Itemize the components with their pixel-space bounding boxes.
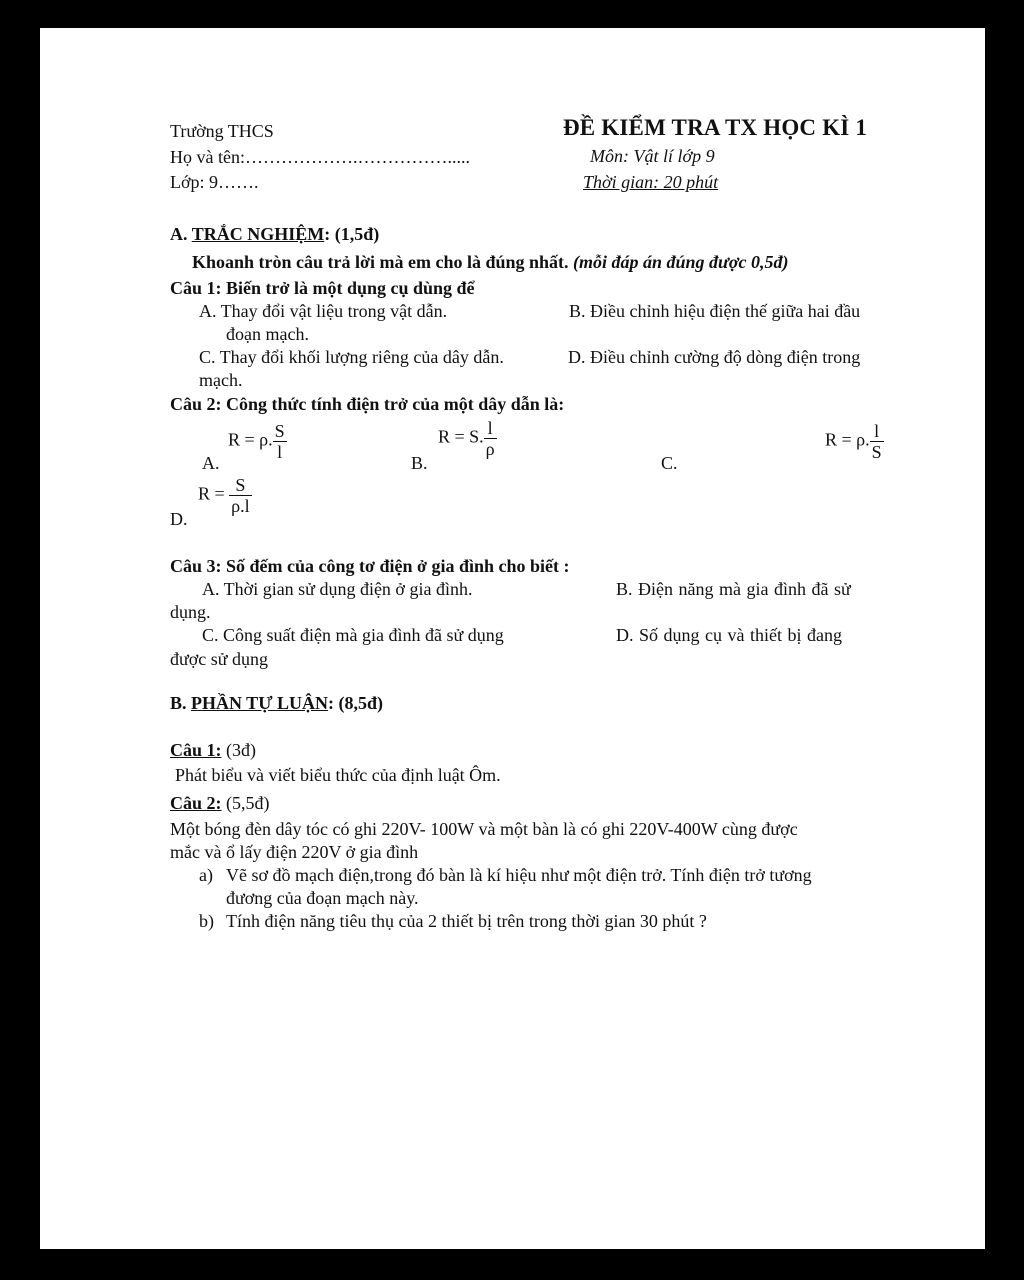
school-name: Trường THCS	[170, 121, 274, 141]
section-b-heading	[170, 692, 383, 714]
q1-option-c: C. Thay đổi khối lượng riêng của dây dẫn.	[199, 347, 504, 367]
q2-label-d: D.	[170, 509, 188, 529]
section-b-title: PHẦN TỰ LUẬN	[191, 693, 329, 713]
section-a-heading	[170, 223, 379, 245]
exam-title: ĐỀ KIỂM TRA TX HỌC KÌ 1	[563, 115, 868, 140]
formula-d-fraction	[229, 475, 251, 516]
section-a-instruction	[192, 251, 788, 273]
q2-stem: Câu 2: Công thức tính điện trở của một dây dẫn là:	[170, 394, 565, 414]
essay-q2a-label: a)	[199, 865, 213, 885]
essay-q2-points: (5,5đ)	[221, 793, 270, 813]
q1-option-a: A. Thay đổi vật liệu trong vật dẫn.	[199, 301, 448, 321]
essay-q2b-label: b)	[199, 911, 214, 931]
subject-label: Môn: Vật lí lớp 9	[590, 146, 715, 166]
formula-d-denominator: ρ.l	[231, 496, 250, 516]
formula-a-denominator: l	[277, 442, 283, 462]
formula-a-lhs: R = ρ.	[228, 429, 273, 450]
formula-b-lhs: R = S.	[438, 426, 484, 447]
exam-page	[40, 28, 985, 1249]
essay-q1-points: (3đ)	[221, 740, 257, 760]
instruction-note: (mỗi đáp án đúng được 0,5đ)	[573, 252, 789, 272]
essay-q1-label: Câu 1:	[170, 740, 222, 760]
q2-formula-a	[228, 421, 287, 462]
q2-label-a: A.	[202, 453, 220, 473]
q1-option-d-cont: mạch.	[199, 370, 243, 390]
essay-q2-heading	[170, 792, 270, 814]
essay-q2-text-cont: mắc và ổ lấy điện 220V ở gia đình	[170, 842, 419, 862]
q3-option-d-cont: được sử dụng	[170, 649, 269, 669]
q2-formula-c	[825, 421, 884, 462]
formula-b-denominator: ρ	[485, 439, 495, 459]
essay-q1-text: Phát biểu và viết biểu thức của định luật Ôm.	[175, 765, 501, 785]
essay-q2-text: Một bóng đèn dây tóc có ghi 220V- 100W và một bàn là có ghi 220V-400W cùng được	[170, 819, 798, 839]
q3-option-a: A. Thời gian sử dụng điện ở gia đình.	[202, 579, 473, 599]
q2-formula-b	[438, 418, 497, 459]
q3-option-c: C. Công suất điện mà gia đình đã sử dụng	[202, 625, 504, 645]
section-b-points: : (8,5đ)	[328, 693, 384, 713]
formula-d-lhs: R =	[198, 483, 230, 504]
formula-b-numerator: l	[484, 418, 497, 439]
q3-option-b-cont: dụng.	[170, 602, 211, 622]
student-name-field: Họ và tên:……………….…………….....	[170, 147, 470, 167]
section-a-title: TRẮC NGHIỆM	[191, 224, 325, 244]
class-field: Lớp: 9…….	[170, 172, 259, 192]
section-b-prefix: B.	[170, 693, 192, 713]
q2-label-c: C.	[661, 453, 678, 473]
formula-c-denominator: S	[871, 442, 882, 462]
q3-option-b: B. Điện năng mà gia đình đã sử	[616, 579, 851, 599]
formula-d-numerator: S	[229, 475, 251, 496]
formula-c-numerator: l	[870, 421, 884, 442]
q3-option-d: D. Số dụng cụ và thiết bị đang	[616, 625, 842, 645]
section-a-prefix: A.	[170, 224, 192, 244]
formula-c-fraction	[870, 421, 884, 462]
q1-option-b: B. Điều chỉnh hiệu điện thế giữa hai đầu	[569, 301, 861, 321]
essay-q2a-text: Vẽ sơ đồ mạch điện,trong đó bàn là kí hiệu như một điện trở. Tính điện trở tương	[226, 865, 812, 885]
instruction-text: Khoanh tròn câu trả lời mà em cho là đúng nhất.	[192, 252, 574, 272]
section-a-points: : (1,5đ)	[324, 224, 380, 244]
essay-q2a-text-cont: đương của đoạn mạch này.	[226, 888, 419, 908]
formula-c-lhs: R = ρ.	[825, 429, 870, 450]
essay-q2-label: Câu 2:	[170, 793, 222, 813]
q1-option-d: D. Điều chỉnh cường độ dòng điện trong	[568, 347, 861, 367]
q2-label-b: B.	[411, 453, 428, 473]
essay-q1-heading	[170, 739, 256, 761]
q3-stem: Câu 3: Số đếm của công tơ điện ở gia đình cho biết :	[170, 556, 570, 576]
essay-q2b-text: Tính điện năng tiêu thụ của 2 thiết bị trên trong thời gian 30 phút ?	[226, 911, 707, 931]
q1-option-b-cont: đoạn mạch.	[226, 324, 309, 344]
formula-a-fraction	[273, 421, 287, 462]
q2-formula-d	[198, 475, 252, 516]
time-label: Thời gian: 20 phút	[583, 172, 719, 192]
formula-a-numerator: S	[274, 421, 285, 441]
q1-stem: Câu 1: Biến trở là một dụng cụ dùng để	[170, 278, 475, 298]
formula-b-fraction	[484, 418, 497, 459]
